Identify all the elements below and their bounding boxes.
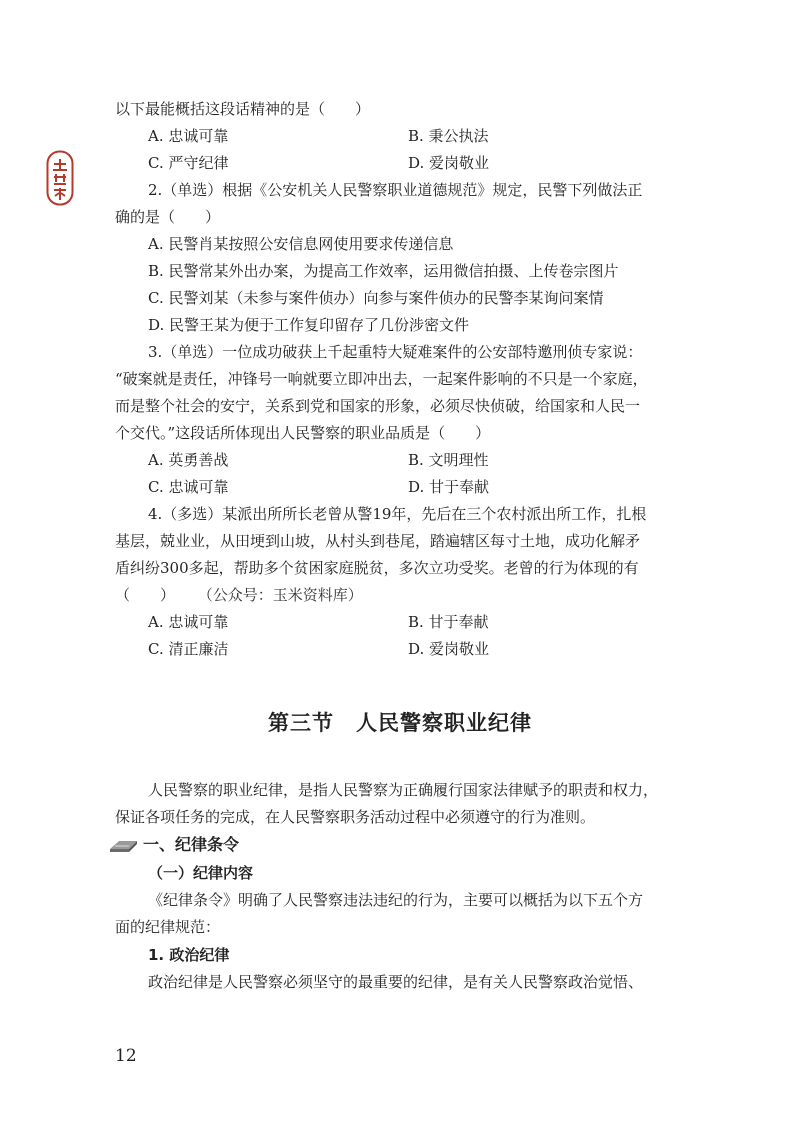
q4-options-row1 — [115, 609, 685, 636]
q1-options-row1 — [115, 123, 685, 150]
q3-stem-line3: 而是整个社会的安宁，关系到党和国家的形象，必须尽快侦破，给国家和人民一 — [115, 397, 641, 415]
q3-stem-line1: 3.（单选）一位成功破获上千起重特大疑难案件的公安部特邀刑侦专家说： — [148, 343, 643, 361]
para3-line1: 政治纪律是人民警察必须坚守的最重要的纪律，是有关人民警察政治觉悟、 — [148, 973, 644, 991]
para2-line2: 面的纪律规范： — [115, 918, 221, 936]
q3-options-row2 — [115, 474, 685, 501]
q1-option-a: A. 忠诚可靠 — [148, 127, 229, 145]
q4-option-c: C. 清正廉洁 — [148, 640, 229, 658]
q2-stem-line1: 2.（单选）根据《公安机关人民警察职业道德规范》规定，民警下列做法正 — [148, 181, 643, 199]
page-number: 12 — [115, 1046, 137, 1066]
heading-level2: （一）纪律内容 — [148, 864, 254, 882]
q4-answer-paren: （ ） — [115, 586, 176, 604]
q2-option-b: B. 民警常某外出办案，为提高工作效率，运用微信拍摄、上传卷宗图片 — [148, 262, 619, 280]
heading-level1 — [109, 831, 685, 859]
q2-option-c: C. 民警刘某（未参与案件侦办）向参与案件侦办的民警李某询问案情 — [148, 289, 604, 307]
book-icon — [109, 837, 139, 853]
q1-option-b: B. 秉公执法 — [408, 127, 489, 145]
q1-option-c: C. 严守纪律 — [148, 154, 229, 172]
q4-note: （公众号：玉米资料库） — [197, 586, 363, 604]
q4-option-b: B. 甘于奉献 — [408, 613, 489, 631]
heading-level1-text: 一、纪律条令 — [143, 835, 240, 854]
intro-line2: 保证各项任务的完成，在人民警察职务活动过程中必须遵守的行为准则。 — [115, 808, 596, 826]
q1-stem: 以下最能概括这段话精神的是（ ） — [115, 100, 371, 118]
q3-option-a: A. 英勇善战 — [148, 451, 229, 469]
q3-stem-line4: 个交代。”这段话所体现出人民警察的职业品质是（ ） — [115, 424, 491, 442]
page-content — [115, 96, 685, 996]
q2-stem-line2: 确的是（ ） — [115, 208, 221, 226]
q3-option-b: B. 文明理性 — [408, 451, 489, 469]
q2-option-a: A. 民警肖某按照公安信息网使用要求传递信息 — [148, 235, 454, 253]
q3-stem-line2: “破案就是责任，冲锋号一响就要立即冲出去，一起案件影响的不只是一个家庭， — [115, 370, 648, 388]
seal-icon — [46, 150, 74, 206]
q2-option-d: D. 民警王某为便于工作复印留存了几份涉密文件 — [148, 316, 470, 334]
q3-option-c: C. 忠诚可靠 — [148, 478, 229, 496]
q4-stem-line4 — [115, 582, 685, 609]
q4-option-d: D. 爱岗敬业 — [408, 640, 490, 658]
q4-options-row2 — [115, 636, 685, 663]
q1-option-d: D. 爱岗敬业 — [408, 154, 490, 172]
intro-line1: 人民警察的职业纪律，是指人民警察为正确履行国家法律赋予的职责和权力， — [148, 781, 659, 799]
q3-options-row1 — [115, 447, 685, 474]
q4-stem-line1: 4.（多选）某派出所所长老曾从警19年，先后在三个农村派出所工作，扎根 — [148, 505, 647, 523]
q4-option-a: A. 忠诚可靠 — [148, 613, 229, 631]
para2-line1: 《纪律条令》明确了人民警察违法违纪的行为，主要可以概括为以下五个方 — [148, 891, 644, 909]
q3-option-d: D. 甘于奉献 — [408, 478, 490, 496]
section-title: 第三节 人民警察职业纪律 — [268, 711, 532, 735]
heading-level3: 1. 政治纪律 — [148, 946, 230, 964]
q4-stem-line3: 盾纠纷300多起，帮助多个贫困家庭脱贫，多次立功受奖。老曾的行为体现的有 — [115, 559, 639, 577]
q1-options-row2 — [115, 150, 685, 177]
q4-stem-line2: 基层，兢业业，从田埂到山坡，从村头到巷尾，踏遍辖区每寸土地，成功化解矛 — [115, 532, 641, 550]
